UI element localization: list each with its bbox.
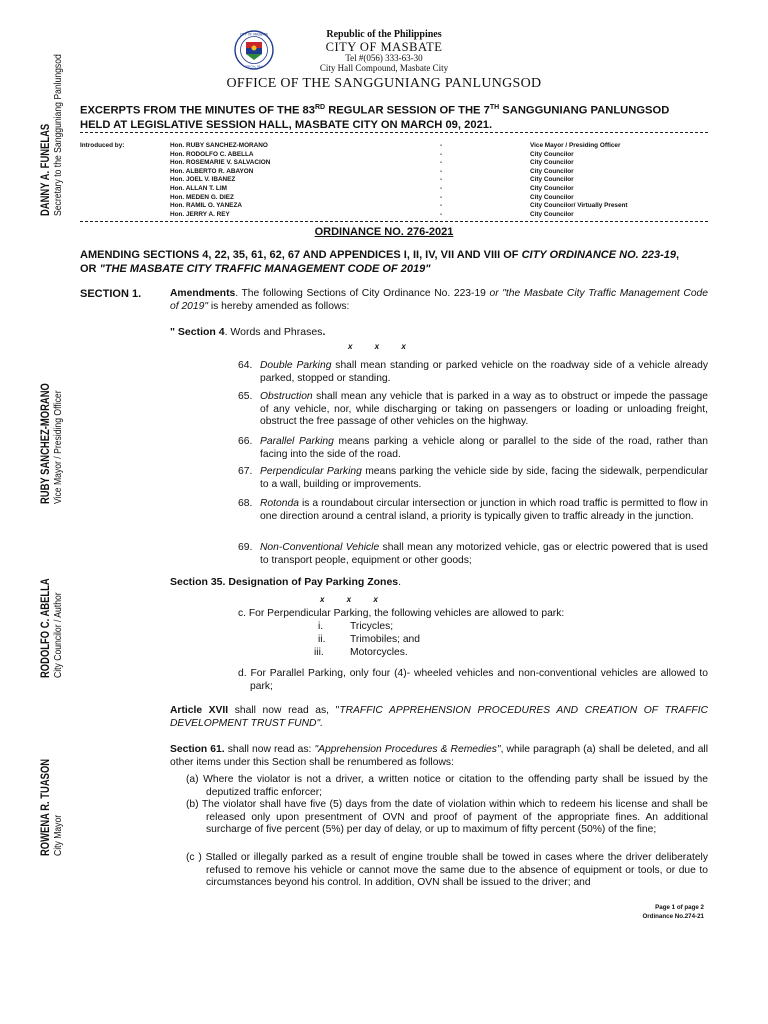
definition-item: 68. Rotonda is a roundabout circular intersection or junction in which road traffic is permitted to flow in one direction around a central island, a priority is typically given to traffic already in the junction. bbox=[238, 498, 708, 522]
header-tel: Tel #(056) 333-63-30 bbox=[345, 53, 423, 63]
list-item: iii. bbox=[314, 647, 324, 658]
definition-item: 65. Obstruction shall mean any vehicle that is parked in a way as to obstruct or impede the passage of any vehicle, nor, while discharging or taking on passengers or loading or unloading freight, obstruct the free passage of other vehicles on the highway. bbox=[238, 391, 708, 428]
seal-ring-text: CITY OF MASBATE bbox=[239, 32, 269, 37]
header-address: City Hall Compound, Masbate City bbox=[319, 63, 449, 73]
list-item-text: Trimobiles; and bbox=[350, 634, 421, 645]
table-row: Hon. JOEL V. IBANEZ - City Councilor bbox=[170, 176, 574, 184]
side-stamp-vice-mayor bbox=[40, 357, 64, 504]
table-row: Hon. ALLAN T. LIM - City Councilor bbox=[170, 185, 574, 192]
table-row: Hon. ROSEMARIE V. SALVACION - City Councilor bbox=[170, 159, 574, 167]
section-61-item: (a) Where the violator is not a driver, a written notice or citation to the offending party shall be issued by the deputized traffic enforcer; bbox=[186, 774, 708, 798]
divider bbox=[80, 132, 708, 133]
side-stamp-author bbox=[40, 556, 64, 678]
seal-sub-text: OFFICIAL SEAL bbox=[244, 65, 264, 69]
table-row: Hon. RODOLFO C. ABELLA - City Councilor bbox=[170, 150, 574, 158]
ordinance-number: ORDINANCE NO. 276-2021 bbox=[314, 226, 454, 238]
ordinance-title: AMENDING SECTIONS 4, 22, 35, 61, 62, 67 AND APPENDICES I, II, IV, VII AND VIII OF CITY ORDINANCE NO. 223-19, OR "THE MASBATE CITY TRAFFIC MANAGEMENT CODE OF 2019" bbox=[80, 249, 680, 275]
definition-item: 69. Non-Conventional Vehicle shall mean any motorized vehicle, gas or electric powered that is used to transport people, equipment or other goods; bbox=[238, 542, 708, 566]
introduced-label: Introduced by: bbox=[80, 142, 125, 149]
stamp-name: RUBY SANCHEZ-MORANO bbox=[40, 383, 52, 504]
excerpt-heading: EXCERPTS FROM THE MINUTES OF THE 83RD REGULAR SESSION OF THE 7TH SANGGUNIANG PANLUNGSOD HELD AT LEGISLATIVE SESSION HALL, MASBATE CITY ON MARCH 09, 2021. bbox=[80, 104, 670, 131]
table-row: Hon. RAMIL O. YANEZA - City Councilor/ Virtually Present bbox=[170, 202, 628, 210]
section-35-item-c: c. For Perpendicular Parking, the following vehicles are allowed to park: bbox=[238, 608, 565, 619]
page-number: Page 1 of page 2 bbox=[655, 904, 704, 911]
stamp-title: City Mayor bbox=[52, 814, 64, 856]
header-republic: Republic of the Philippines bbox=[326, 29, 442, 40]
table-row: Hon. MEDEN G. DIEZ - City Councilor bbox=[170, 193, 574, 201]
stamp-title: Vice Mayor / Presiding Officer bbox=[52, 390, 64, 504]
list-item: ii. bbox=[318, 634, 326, 645]
article-17-paragraph: Article XVII shall now read as, "TRAFFIC APPREHENSION PROCEDURES AND CREATION OF TRAFFIC DEVELOPMENT TRUST FUND". bbox=[170, 705, 709, 729]
section-1-text: Amendments. The following Sections of City Ordinance No. 223-19 or "the Masbate City Traffic Management Code of 2019" is hereby amended as follows: bbox=[170, 288, 709, 312]
definition-item: 67. Perpendicular Parking means parking the vehicle side by side, facing the sidewalk, perpendicular to a wall, building or improvements. bbox=[238, 466, 709, 490]
omission-marks: x x x bbox=[348, 342, 406, 351]
list-item-text: Tricycles; bbox=[350, 621, 394, 632]
table-row: Hon. ALBERTO R. ABAYON - City Councilor bbox=[170, 167, 574, 175]
section-35-item-d: d. For Parallel Parking, only four (4)- wheeled vehicles and non-conventional vehicles are allowed to park; bbox=[238, 668, 708, 692]
stamp-name: DANNY A. FUNELAS bbox=[40, 123, 52, 216]
side-stamp-secretary bbox=[40, 19, 64, 216]
side-stamp-mayor bbox=[40, 738, 64, 856]
header-city: CITY OF MASBATE bbox=[325, 40, 443, 54]
definition-item: 66. Parallel Parking means parking a vehicle along or parallel to the side of the road, rather than facing into the side of the road. bbox=[238, 436, 708, 460]
office-title: OFFICE OF THE SANGGUNIANG PANLUNGSOD bbox=[226, 76, 542, 91]
table-row: Introduced by: Hon. RUBY SANCHEZ-MORANO - Vice Mayor / Presiding Officer bbox=[80, 142, 621, 149]
stamp-name: RODOLFO C. ABELLA bbox=[40, 578, 52, 678]
section-4-heading: " Section 4. Words and Phrases. bbox=[170, 326, 326, 338]
section-35-heading: Section 35. Designation of Pay Parking Zones. bbox=[170, 576, 402, 588]
list-item-text: Motorcycles. bbox=[350, 647, 408, 658]
section-61-item: (b) The violator shall have five (5) days from the date of violation within which to redeem his license and shall be released only upon presentment of OVN and proof of payment of the appropriate fines. An additional surcharge of five percent (5%) per day of delay, or up to maximum of fifty percent (50%) of the fine; bbox=[186, 799, 708, 836]
omission-marks: x x x bbox=[320, 595, 378, 604]
footer-ordinance-ref: Ordinance No.274-21 bbox=[642, 913, 704, 920]
stamp-title: City Councilor / Author bbox=[52, 592, 64, 678]
section-1-label: SECTION 1. bbox=[80, 288, 142, 300]
section-61-item: (c ) Stalled or illegally parked as a result of engine trouble shall be towed in cases where the driver deliberately refused to remove his vehicle or cannot move the same due to the absence of equipment or tools, or due to circumstances beyond his control. In addition, OVN shall be issued to the driver; and bbox=[186, 852, 708, 889]
stamp-title: Secretary to the Sangguniang Panlungsod bbox=[52, 54, 64, 216]
divider bbox=[80, 221, 708, 222]
list-item: i. bbox=[318, 621, 324, 632]
table-row: Hon. JERRY A. REY - City Councilor bbox=[170, 210, 574, 218]
section-61-paragraph: Section 61. shall now read as: "Apprehension Procedures & Remedies", while paragraph (a) shall be deleted, and all other items under this Section shall be renumbered as follows: bbox=[170, 744, 708, 768]
definition-item: 64. Double Parking shall mean standing or parked vehicle on the roadway side of a vehicle already parked, stopped or standing. bbox=[238, 360, 708, 384]
stamp-name: ROWENA R. TUASON bbox=[40, 758, 52, 856]
